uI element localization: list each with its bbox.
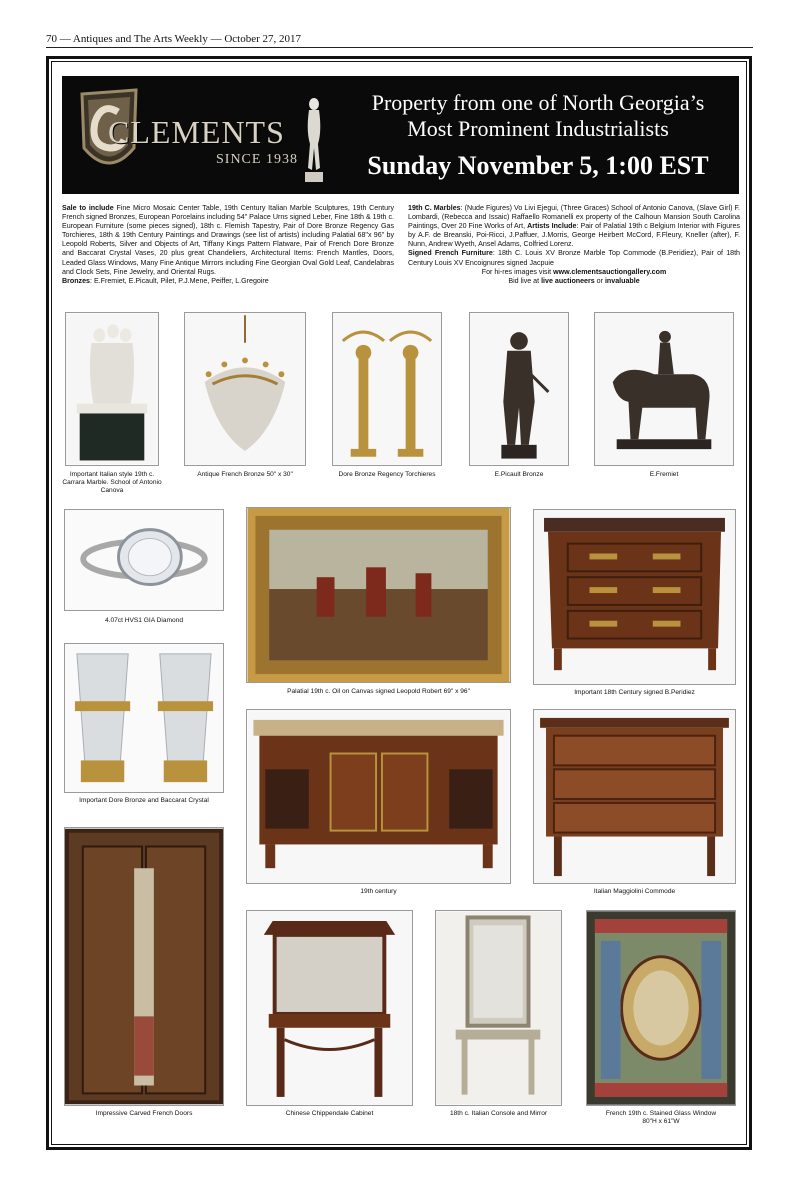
diamond-caption: 4.07ct HVS1 GIA Diamond: [104, 617, 184, 624]
graces-caption: Important Italian style 19th c. Carrara Marble. School of Antonio Canova: [62, 471, 162, 494]
french-doors-photo: [64, 827, 224, 1106]
artists-text: : Pair of Palatial 19th c Belgium Interior with Figures by A.F. de Breanski, Poi-Ricci, J.Paffuer, J.Morris, George Heirbert McCord, F.Fleury, Kneller (after), F. Nunn, Andrew Wyeth, Ansel Adams, Colfried Lorenz.: [408, 222, 740, 249]
fremiet-bronze-photo: [594, 312, 734, 466]
venus-statue-image: [300, 96, 328, 186]
header-rule: [46, 47, 753, 48]
live-auctioneers-link[interactable]: live auctioneers: [541, 276, 595, 285]
logo-wordmark: CLEMENTS: [108, 114, 285, 150]
hi-res-images-line: [408, 268, 740, 277]
window-caption: [586, 1110, 736, 1126]
three-graces-photo: [65, 312, 159, 466]
marbles-text: : (Nude Figures) Vo Livi Ejegui, (Three Graces) School of Antonio Canova, (Slave Girl) F. Lombardi, (Rebecca and Issaic) Raffaello Romanelli ex property of the Calhoun Mansion South Carolina Paintings, Over 20 Fine Works of Art,: [408, 204, 740, 231]
invaluable-link[interactable]: invaluable: [604, 276, 640, 285]
website-link[interactable]: www.clementsauctiongallery.com: [553, 267, 667, 276]
bid-prefix: Bid live at: [508, 276, 542, 285]
bronzes-text: : E.Fremiet, E.Picault, Pilet, P.J.Mene, Peiffer, L.Gregoire: [90, 276, 269, 285]
running-head: 70 — Antiques and The Arts Weekly — October 27, 2017: [46, 33, 302, 45]
console-mirror-photo: [435, 910, 562, 1106]
peridiez-caption: Important 18th Century signed B.Peridiez: [574, 689, 695, 696]
window-caption-line1: French 19th c. Stained Glass Window: [605, 1110, 717, 1117]
chippendale-cabinet-photo: [246, 910, 413, 1106]
bid-or: or: [594, 276, 605, 285]
banner-headline-line2: Most Prominent Industrialists: [407, 116, 669, 141]
doors-caption: Impressive Carved French Doors: [95, 1110, 193, 1117]
stained-glass-window-photo: [586, 910, 736, 1106]
bid-live-line: [408, 277, 740, 286]
leopold-robert-painting-photo: [246, 507, 511, 683]
fremiet-caption: E.Fremiet: [649, 471, 679, 478]
picault-bronze-photo: [469, 312, 569, 466]
sideboard-caption: 19th century: [360, 888, 397, 895]
chippendale-caption: Chinese Chippendale Cabinet: [285, 1110, 374, 1117]
sale-description-column: [62, 204, 394, 286]
torchieres-photo: [332, 312, 442, 466]
bronzes-label: Bronzes: [62, 276, 90, 285]
console-caption: 18th c. Italian Console and Mirror: [449, 1110, 548, 1117]
marbles-description-column: [408, 204, 740, 286]
torchieres-caption: Dore Bronze Regency Torchieres: [338, 471, 436, 478]
maggiolini-caption: Italian Maggiolini Commode: [593, 888, 676, 895]
sale-text: Fine Micro Mosaic Center Table, 19th Century Italian Marble Sculptures, 19th Century French signed Bronzes, European Porcelains including 54" Palace Urns signed Leber, Fine 18th & 19th c. European Furniture (some pieces signed), 18th c. Flemish Tapestry, Pair of Dore Bronze Regency Gas Torchieres, 18th & 19th Century Paintings and Drawings (see list of artists) including Palatial 68"x 96" by Leopold Roberts, Silver and Objects of Art, Tiffany Kings Pattern Flatware, Pair of French Dore Bronze and Baccarat Crystal Vases, 20 plus great Chandeliers, Architectural Items: French Mantles, Doors, Leaded Glass Windows, Many Fine Antique Mirrors including Fine Georgian Oval Gold Leaf, Candelabras and Clock Sets, Fine Jewelry, and Oriental Rugs.: [62, 204, 395, 276]
chandelier-photo: [184, 312, 306, 466]
sale-label: Sale to include: [62, 204, 114, 212]
vases-caption: Important Dore Bronze and Baccarat Crystal: [79, 797, 209, 804]
marbles-label: 19th C. Marbles: [408, 204, 461, 212]
banner-headline-line1: Property from one of North Georgia’s: [371, 90, 705, 115]
diamond-ring-photo: [64, 509, 224, 611]
auction-date: Sunday November 5, 1:00 EST: [367, 151, 709, 180]
sideboard-photo: [246, 709, 511, 884]
window-caption-line2: 80"H x 61"W: [642, 1118, 680, 1125]
logo-since: SINCE 1938: [216, 152, 298, 167]
artists-label: Artists Include: [527, 222, 577, 231]
baccarat-vases-photo: [64, 643, 224, 793]
images-prefix: For hi-res images visit: [481, 267, 554, 276]
peridiez-commode-photo: [533, 509, 736, 685]
furniture-text: : 18th C. Louis XV Bronze Marble Top Commode (B.Peridiez), Pair of 18th Century Louis XV Encoignures signed Jacpuie: [408, 249, 741, 267]
furniture-label: Signed French Furniture: [408, 249, 493, 258]
maggiolini-commode-photo: [533, 709, 736, 884]
painting-caption: Palatial 19th c. Oil on Canvas signed Leopold Robert 69" x 96": [287, 688, 470, 695]
chandelier-caption: Antique French Bronze 50" x 30": [197, 471, 293, 478]
picault-caption: E.Picault Bronze: [494, 471, 544, 478]
